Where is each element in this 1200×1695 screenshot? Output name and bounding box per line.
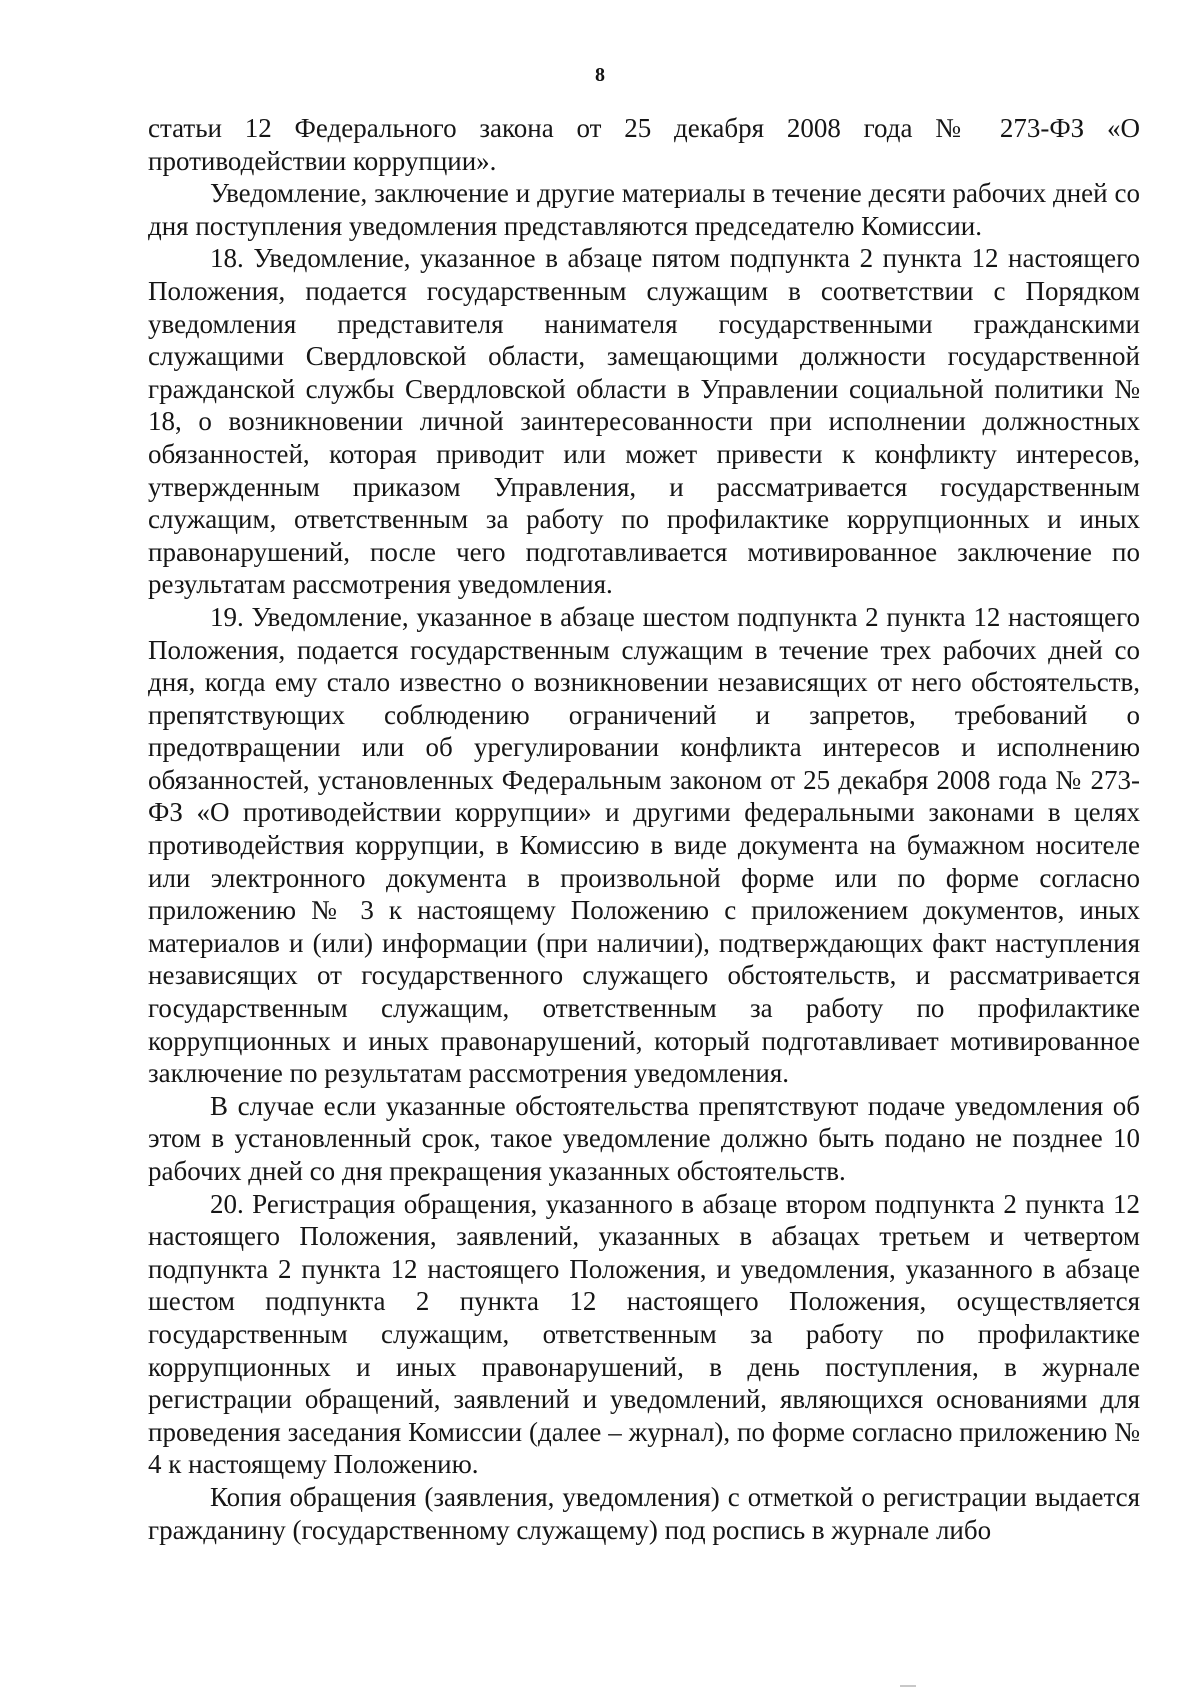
scan-artifact [900, 1685, 916, 1687]
paragraph-circumstances: В случае если указанные обстоятельства препятствуют подаче уведомления об этом в установленный срок, такое уведомление должно быть подано не позднее 10 рабочих дней со дня прекращения указанных обстоятельств. [148, 1090, 1140, 1186]
paragraph-copy-issued: Копия обращения (заявления, уведомления) с отметкой о регистрации выдается гражданину (государственному служащему) под роспись в журнале либо [148, 1481, 1140, 1545]
paragraph-item-20: 20. Регистрация обращения, указанного в абзаце втором подпункта 2 пункта 12 настоящего Положения, заявлений, указанных в абзацах третьем и четвертом подпункта 2 пункта 12 настоящего Положения, и уведомления, указанного в абзаце шестом подпункта 2 пункта 12 настоящего Положения, осуществляется государственным служащим, ответственным за работу по профилактике коррупционных и иных правонарушений, в день поступления, в журнале регистрации обращений, заявлений и уведомлений, являющихся основаниями для проведения заседания Комиссии (далее – журнал), по форме согласно приложению № 4 к настоящему Положению. [148, 1188, 1140, 1480]
paragraph-notification-materials: Уведомление, заключение и другие материалы в течение десяти рабочих дней со дня поступления уведомления представляются председателю Комиссии. [148, 178, 1140, 241]
document-body [148, 112, 1140, 1546]
paragraph-item-19: 19. Уведомление, указанное в абзаце шестом подпункта 2 пункта 12 настоящего Положения, подается государственным служащим в течение трех рабочих дней со дня, когда ему стало известно о возникновении независящих от него обстоятельств, препятствующих соблюдению ограничений и запретов, требований о предотвращении или об урегулировании конфликта интересов и исполнению обязанностей, установленных Федеральным законом от 25 декабря 2008 года № 273-ФЗ «О противодействии коррупции» и другими федеральными законами в целях противодействия коррупции, в Комиссию в виде документа на бумажном носителе или электронного документа в произвольной форме или по форме согласно приложению № 3 к настоящему Положению с приложением документов, иных материалов и (или) информации (при наличии), подтверждающих факт наступления независящих от государственного служащего обстоятельств, и рассматривается государственным служащим, ответственным за работу по профилактике коррупционных и иных правонарушений, который подготавливает мотивированное заключение по результатам рассмотрения уведомления. [148, 601, 1140, 1089]
paragraph-item-18: 18. Уведомление, указанное в абзаце пятом подпункта 2 пункта 12 настоящего Положения, подается государственным служащим в соответствии с Порядком уведомления представителя нанимателя государственными гражданскими служащими Свердловской области, замещающими должности государственной гражданской службы Свердловской области в Управлении социальной политики № 18, о возникновении личной заинтересованности при исполнении должностных обязанностей, которая приводит или может привести к конфликту интересов, утвержденным приказом Управления, и рассматривается государственным служащим, ответственным за работу по профилактике коррупционных и иных правонарушений, после чего подготавливается мотивированное заключение по результатам рассмотрения уведомления. [148, 243, 1140, 600]
page-number: 8 [595, 64, 605, 86]
paragraph-continuation: статьи 12 Федерального закона от 25 декабря 2008 года № 273-ФЗ «О противодействии коррупции». [148, 113, 1140, 176]
